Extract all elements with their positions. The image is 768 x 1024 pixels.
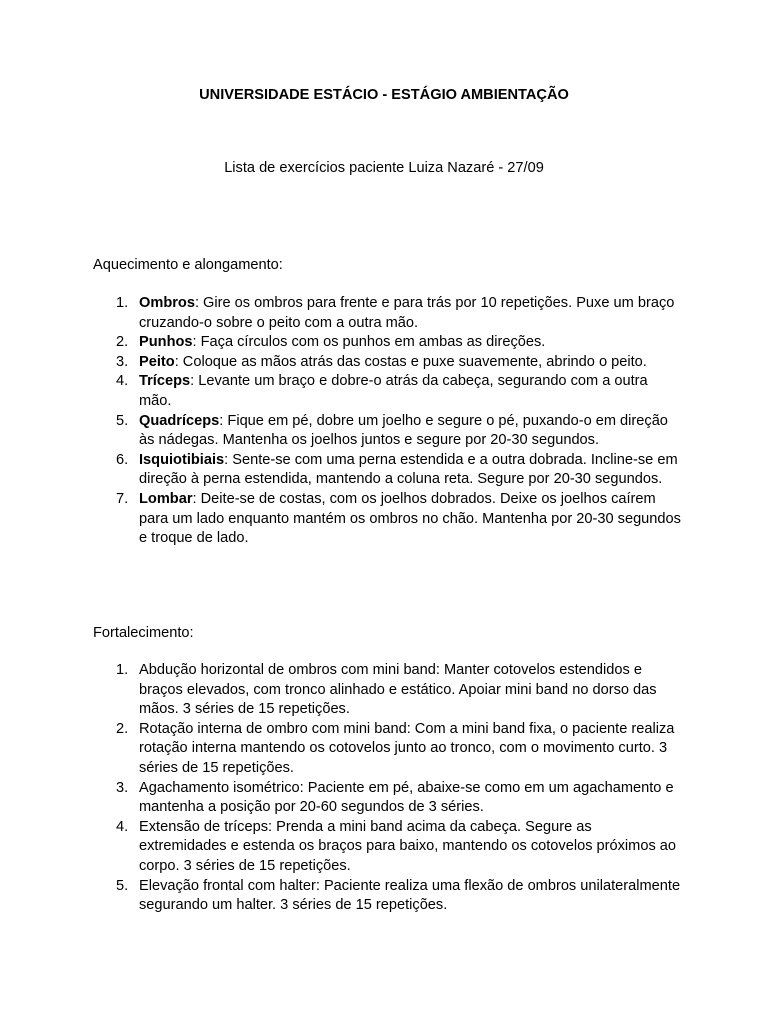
exercise-description: : Fique em pé, dobre um joelho e segure o pé, puxando-o em direção às nádegas. Mantenha os joelhos juntos e segure por 20-30 segundos. — [139, 412, 668, 449]
exercise-name: Quadríceps — [139, 412, 220, 429]
list-item-number: 2. — [116, 720, 129, 737]
list-item-number: 2. — [116, 334, 129, 351]
exercise-description: : Levante um braço e dobre-o atrás da cabeça, segurando com a outra mão. — [139, 373, 648, 409]
exercise-name: Ombros — [139, 295, 195, 311]
list-item — [93, 333, 683, 353]
exercise-description: : Sente-se com uma perna estendida e a outra dobrada. Incline-se em direção à perna estendida, mantendo a coluna reta. Segure por 20-30 segundos. — [139, 451, 678, 488]
document-subtitle: Lista de exercícios paciente Luiza Nazaré - 27/09 — [224, 160, 544, 176]
exercise-name: Isquiotibiais — [139, 451, 225, 468]
exercise-description: Agachamento isométrico: Paciente em pé, abaixe-se como em um agachamento e mantenha a posição por 20-60 segundos de 3 séries. — [139, 779, 674, 816]
document-title: UNIVERSIDADE ESTÁCIO - ESTÁGIO AMBIENTAÇÃO — [199, 87, 569, 103]
list-item — [93, 779, 683, 818]
list-item — [93, 661, 683, 720]
list-item-number: 5. — [116, 412, 129, 429]
warmup-list — [93, 294, 683, 549]
list-item-number: 1. — [116, 662, 129, 678]
list-item-number: 5. — [116, 877, 129, 894]
exercise-description: : Gire os ombros para frente e para trás por 10 repetições. Puxe um braço cruzando-o sobre o peito com a outra mão. — [139, 295, 675, 331]
exercise-description: Elevação frontal com halter: Paciente realiza uma flexão de ombros unilateralmente segurando um halter. 3 séries de 15 repetições. — [139, 877, 681, 914]
list-item-number: 1. — [116, 295, 129, 311]
list-item — [93, 372, 683, 411]
list-item-number: 4. — [116, 818, 129, 835]
exercise-description: : Faça círculos com os punhos em ambas as direções. — [192, 334, 546, 351]
list-item — [93, 818, 683, 877]
exercise-description: Extensão de tríceps: Prenda a mini band acima da cabeça. Segure as extremidades e estenda os braços para baixo, mantendo os cotovelos próximos ao corpo. 3 séries de 15 repetições. — [139, 818, 677, 874]
list-item-number: 4. — [116, 373, 129, 390]
list-item-number: 3. — [116, 353, 129, 370]
list-item-number: 7. — [116, 490, 129, 507]
list-item — [93, 294, 683, 333]
list-item — [93, 353, 683, 373]
list-item — [93, 490, 683, 549]
list-item — [93, 720, 683, 779]
list-item — [93, 451, 683, 490]
warmup-heading: Aquecimento e alongamento: — [93, 257, 283, 273]
exercise-name: Punhos — [139, 334, 193, 351]
strength-heading: Fortalecimento: — [93, 625, 194, 641]
exercise-description: : Coloque as mãos atrás das costas e puxe suavemente, abrindo o peito. — [174, 353, 647, 370]
exercise-name: Lombar — [139, 490, 193, 507]
list-item-number: 3. — [116, 779, 129, 796]
exercise-description: Rotação interna de ombro com mini band: Com a mini band fixa, o paciente realiza rotação interna mantendo os cotovelos junto ao tronco, com o movimento curto. 3 séries de 15 repetições. — [139, 720, 675, 776]
exercise-name: Peito — [139, 353, 175, 370]
strength-list — [93, 661, 683, 916]
exercise-description: Abdução horizontal de ombros com mini band: Manter cotovelos estendidos e braços elevados, com tronco alinhado e estático. Apoiar mini band no dorso das mãos. 3 séries de 15 repetições. — [139, 662, 657, 718]
exercise-name: Tríceps — [139, 373, 191, 390]
list-item — [93, 877, 683, 916]
list-item-number: 6. — [116, 451, 129, 468]
exercise-description: : Deite-se de costas, com os joelhos dobrados. Deixe os joelhos caírem para um lado enquanto mantém os ombros no chão. Mantenha por 20-30 segundos e troque de lado. — [139, 490, 681, 547]
list-item — [93, 412, 683, 451]
